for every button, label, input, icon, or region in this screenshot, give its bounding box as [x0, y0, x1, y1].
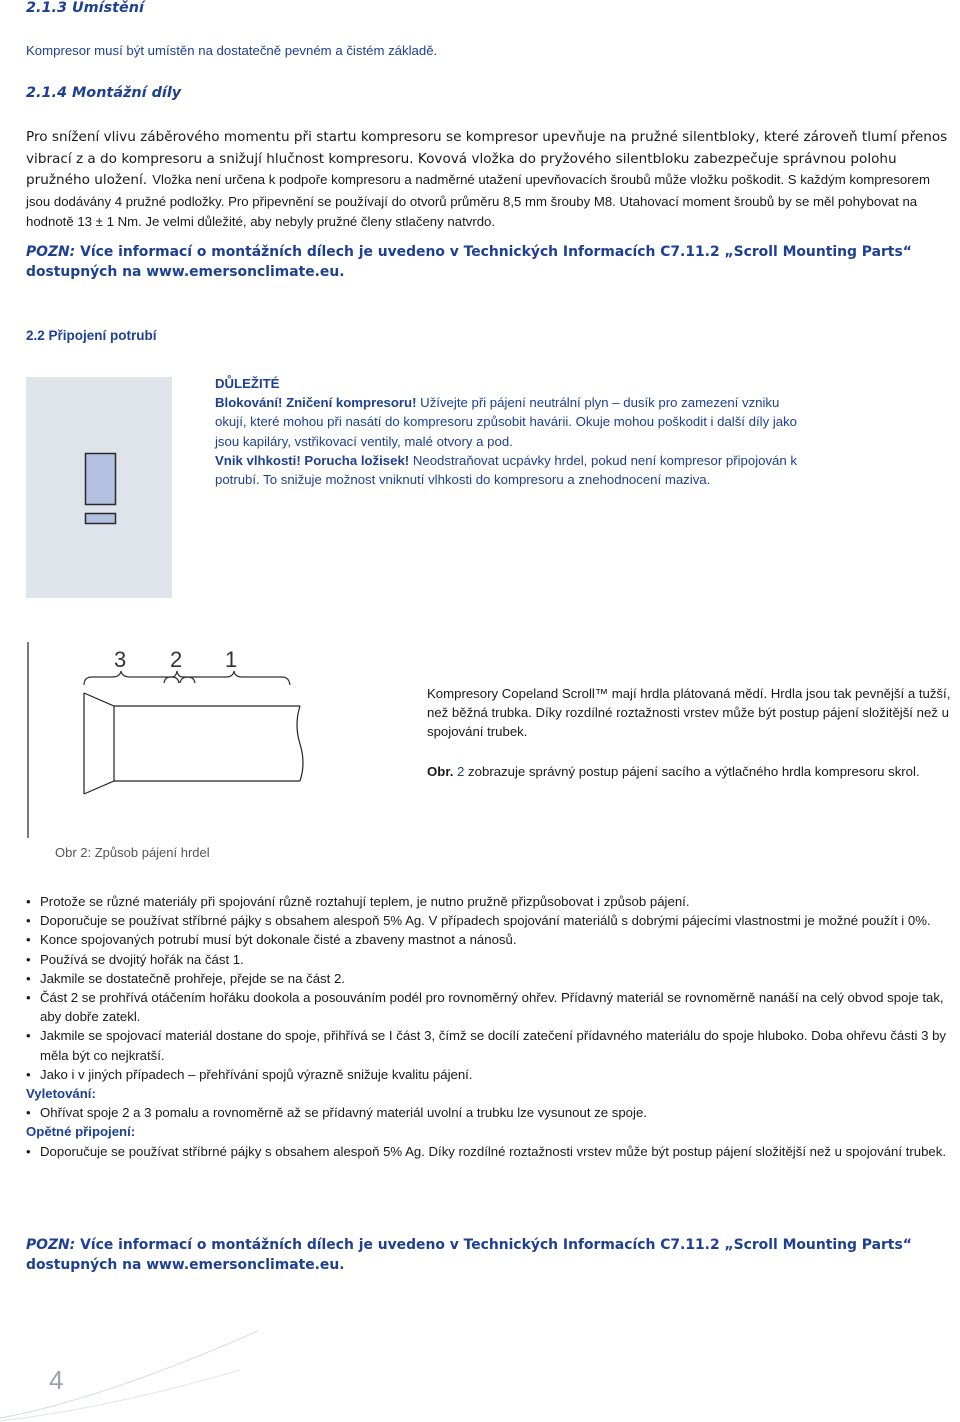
note-2-text: Více informací o montážních dílech je uvedeno v Technických Informacích C7.11.2 „Scroll Mounting Parts“ dostupných na www.emersonclimate.eu.	[26, 1237, 912, 1273]
important-item-1-bold: Blokování! Zničení kompresoru!	[215, 395, 417, 411]
important-item-2	[215, 451, 800, 489]
section-heading-22: 2.2 Připojení potrubí	[26, 328, 157, 343]
bullet-item: • Doporučuje se používat stříbrné pájky s obsahem alespoň 5% Ag. Díky rozdílné roztažnosti vrstev může být postup pájení složitější než u spojování trubek.	[26, 1142, 956, 1161]
fitting-outline	[84, 693, 300, 794]
resoldering-title: Opětné připojení:	[26, 1124, 136, 1140]
figure-text-2	[427, 762, 959, 781]
section-214-body	[26, 126, 951, 231]
note-1-label: POZN:	[26, 244, 76, 260]
bullet-item: • Jakmile se spojovací materiál dostane do spoje, přihřívá se I část 3, čímž se docílí zatečení přídavného materiálu do spoje hluboko. Doba ohřevu části 3 by měla být co nejkratší.	[26, 1026, 956, 1064]
pipe-break-line	[297, 706, 303, 781]
warning-panel	[26, 377, 172, 598]
figure-caption: Obr 2: Způsob pájení hrdel	[55, 845, 210, 860]
zone-label-3: 3	[114, 647, 127, 672]
important-item-2-bold: Vnik vlhkosti! Porucha ložisek!	[215, 452, 410, 468]
bullet-item: • Protože se různé materiály při spojování různě roztahují teplem, je nutno pružně přizpůsobovat i způsob pájení.	[26, 892, 956, 911]
important-item-1	[215, 393, 800, 451]
note-1-text: Více informací o montážních dílech je uvedeno v Technických Informacích C7.11.2 „Scroll Mounting Parts“ dostupných na www.emersonclimate.eu.	[26, 244, 912, 280]
bullet-item: • Používá se dvojitý hořák na část 1.	[26, 950, 956, 969]
brazing-diagram	[20, 640, 420, 840]
note-2	[26, 1236, 946, 1275]
brace-zone-1	[180, 671, 290, 685]
section-213-text: Kompresor musí být umístěn na dostatečně pevném a čistém základě.	[26, 43, 438, 58]
important-title: DŮLEŽITÉ	[215, 376, 280, 391]
figure-text-1: Kompresory Copeland Scroll™ mají hrdla plátovaná mědí. Hrdla jsou tak pevnější a tužší, než běžná trubka. Díky rozdílné roztažnosti vrstev může být postup pájení složitější než u spojování trubek.	[427, 686, 951, 740]
section-214-para-a: Pro snížení vlivu záběrového momentu při startu kompresoru se kompresor upevňuje na pružné silentbloky, které zároveň tlumí přenos vibrací z a do kompresoru a snižují hlučnost kompresoru. Kovová vložka do pryžového silentbloku zabezpečuje správnou polohu pružného uložení.	[26, 129, 948, 188]
zone-label-2: 2	[170, 647, 183, 672]
bullet-item: • Doporučuje se používat stříbrné pájky s obsahem alespoň 5% Ag. V případech spojování materiálů s dobrými pájecími vlastnostmi je možné použít i 0%.	[26, 911, 956, 930]
bullet-item: • Část 2 se prohřívá otáčením hořáku dookola a posouváním podél pro rovnoměrný ohřev. Přídavný materiál se rovnoměrně nanáší na celý obvod spoje tak, aby dobře zatekl.	[26, 988, 956, 1026]
note-2-label: POZN:	[26, 1237, 76, 1253]
corner-curve-1	[0, 1331, 258, 1418]
bullet-item: • Jako i v jiných případech – přehřívání spojů výrazně snižuje kvalitu pájení.	[26, 1065, 956, 1084]
figure-text-2-rest: zobrazuje správný postup pájení sacího a výtlačného hrdla kompresoru skrol.	[464, 764, 920, 779]
procedure-section	[26, 892, 956, 1161]
bullet-item: • Konce spojovaných potrubí musí být dokonale čisté a zbaveny mastnot a nánosů.	[26, 930, 956, 949]
desoldering-title: Vyletování:	[26, 1086, 96, 1102]
important-item-2-text: Neodstraňovat ucpávky hrdel, pokud není kompresor připojován k potrubí. To snižuje možnost vniknutí vlhkosti do kompresoru a znehodnocení maziva.	[215, 452, 797, 488]
brazing-bullets	[26, 892, 956, 1084]
section-heading-214: 2.1.4 Montážní díly	[26, 85, 182, 101]
important-item-1-text: Užívejte při pájení neutrální plyn – dusík pro zamezení vzniku okují, které mohou při nasátí do kompresoru způsobit havárii. Okuje mohou poškodit i další díly jako jsou kapiláry, vstřikovací ventily, malé otvory a pod.	[215, 395, 798, 449]
brace-zone-3	[84, 671, 179, 685]
important-block	[215, 374, 800, 489]
page-number: 4	[49, 1365, 64, 1395]
exclamation-icon	[26, 377, 172, 598]
corner-decoration	[0, 1330, 260, 1422]
section-214-para-b: Vložka není určena k podpoře kompresoru a nadměrné utažení upevňovacích šroubů může vložku poškodit. S každým kompresorem jsou dodávány 4 pružné podložky. Pro připevnění se používají do otvorů průměru 8,5 mm šrouby M8. Utahovací moment šroubů by se měl pohybovat na hodnotě 13 ± 1 Nm. Je velmi důležité, aby nebyly pružné členy stlačeny natvrdo.	[26, 172, 930, 229]
corner-curve-2	[0, 1370, 240, 1421]
bullet-item: • Ohřívat spoje 2 a 3 pomalu a rovnoměrně až se přídavný materiál uvolní a trubku lze vysunout ze spoje.	[26, 1103, 956, 1122]
figure-ref-number: 2	[453, 764, 465, 779]
section-heading-213: 2.1.3 Umístění	[26, 0, 144, 16]
desoldering-bullets	[26, 1103, 956, 1122]
zone-label-1: 1	[225, 647, 238, 672]
note-1	[26, 243, 946, 282]
resoldering-bullets	[26, 1142, 956, 1161]
bullet-item: • Jakmile se dostatečně prohřeje, přejde se na část 2.	[26, 969, 956, 988]
figure-ref-label: Obr.	[427, 764, 454, 779]
